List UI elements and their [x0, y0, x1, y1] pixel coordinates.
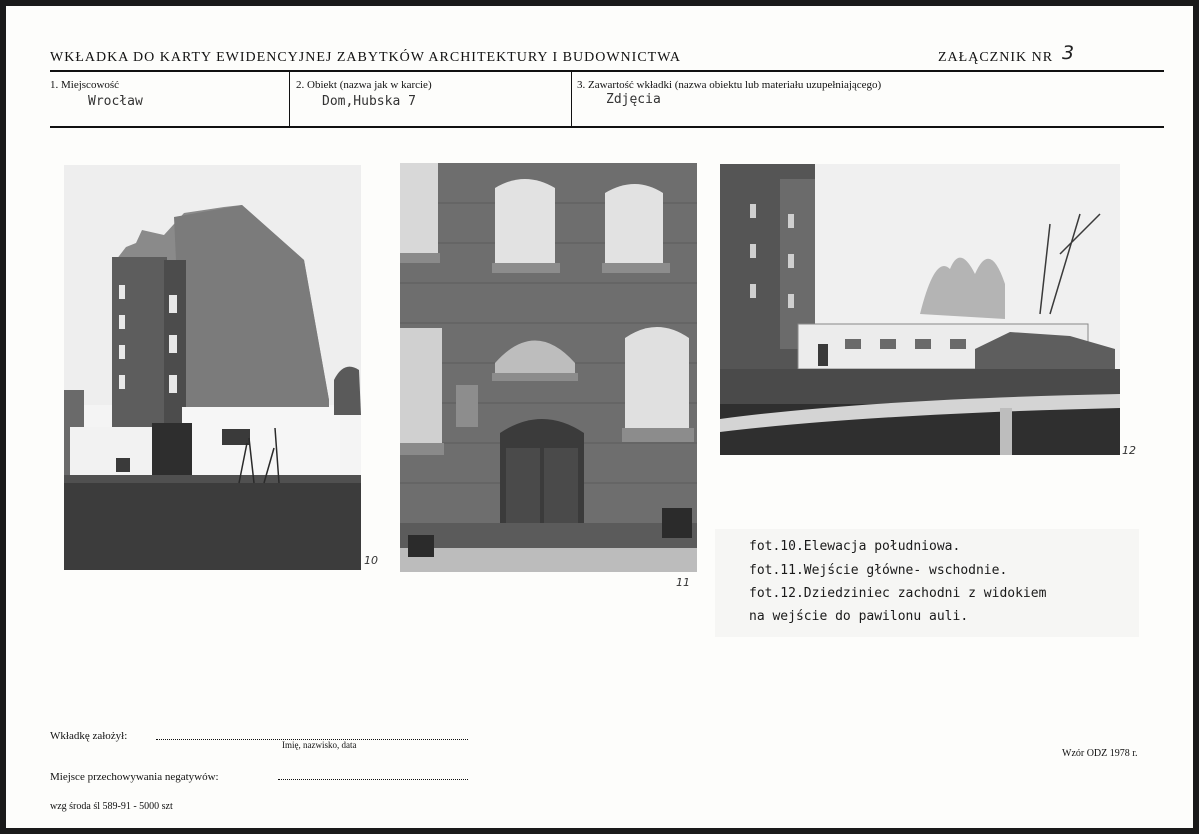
header-rule-bottom [50, 126, 1164, 128]
annex-label: ZAŁĄCZNIK NR [938, 50, 1054, 65]
author-label: Wkładkę założył: [50, 730, 128, 742]
author-sub-label: Imię, nazwisko, data [282, 740, 357, 750]
field-label-contents: 3. Zawartość wkładki (nazwa obiektu lub materiału uzupełniającego) [577, 79, 882, 91]
storage-label: Miejsce przechowywania negatywów: [50, 771, 219, 783]
caption-line: fot.12.Dziedziniec zachodni z widokiem [749, 586, 1047, 601]
field-value-object: Dom,Hubska 7 [322, 94, 416, 109]
template-info: Wzór ODZ 1978 r. [1062, 748, 1138, 759]
field-value-contents: Zdjęcia [606, 92, 661, 107]
caption-box [715, 529, 1139, 637]
caption-line: na wejście do pawilonu auli. [749, 609, 969, 624]
field-label-locality: 1. Miejscowość [50, 79, 120, 91]
photo-south-elevation [64, 165, 361, 570]
photo-number-12: 12 [1122, 444, 1136, 457]
field-value-locality: Wrocław [88, 94, 143, 109]
photo-west-courtyard [720, 164, 1120, 455]
field-label-object: 2. Obiekt (nazwa jak w karcie) [296, 79, 432, 91]
caption-line: fot.10.Elewacja południowa. [749, 539, 961, 554]
storage-dotted-line [278, 779, 468, 780]
field-divider [571, 72, 572, 126]
record-sheet [6, 6, 1193, 828]
field-divider [289, 72, 290, 126]
print-info: wzg środa śl 589-91 - 5000 szt [50, 801, 173, 812]
photo-number-10: 10 [364, 554, 378, 567]
header-rule-top [50, 70, 1164, 72]
caption-line: fot.11.Wejście główne- wschodnie. [749, 563, 1008, 578]
annex-number: 3 [1062, 42, 1075, 64]
photo-number-11: 11 [676, 576, 690, 589]
sheet-title: WKŁADKA DO KARTY EWIDENCYJNEJ ZABYTKÓW ARCHITEKTURY I BUDOWNICTWA [50, 50, 681, 65]
photo-main-entrance [400, 163, 697, 572]
